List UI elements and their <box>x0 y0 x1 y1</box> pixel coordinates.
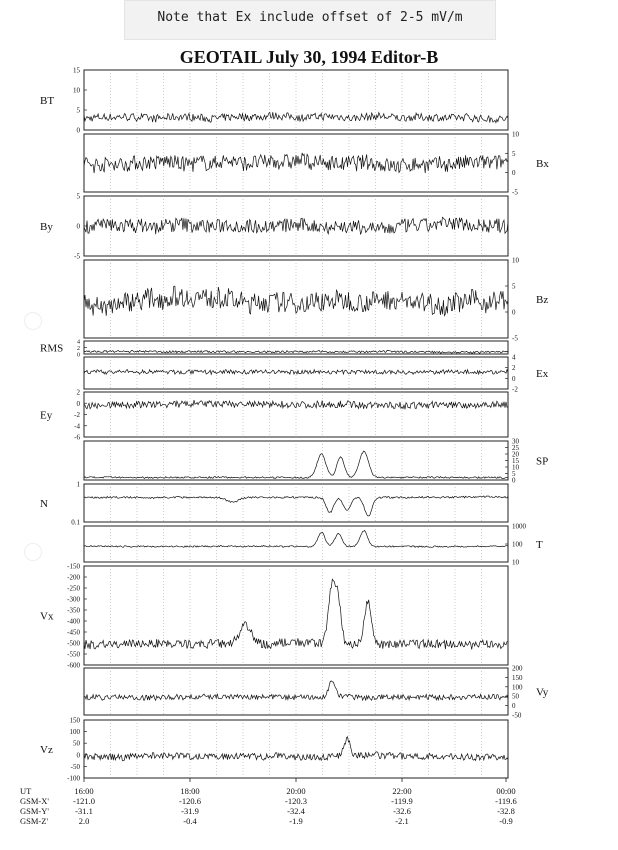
gsm-x-value: -120.3 <box>285 796 307 806</box>
tick-label: 0 <box>76 222 80 231</box>
gsm-x-value: -119.6 <box>495 796 517 806</box>
gsm-x-value: -121.0 <box>73 796 95 806</box>
tick-label: 5 <box>76 106 80 115</box>
gsm-z-value: -0.4 <box>183 816 197 826</box>
tick-label: 0 <box>512 169 516 178</box>
tick-label: -300 <box>67 595 80 604</box>
axis-row-label: GSM-Y' <box>20 806 49 816</box>
tick-label: 30 <box>512 437 519 446</box>
tick-label: 0 <box>76 126 80 135</box>
tick-label: 15 <box>512 457 519 465</box>
tick-label: -500 <box>67 639 80 648</box>
tick-label: 0 <box>76 399 80 408</box>
tick-label: 2 <box>77 346 80 352</box>
panel-label-sp: SP <box>536 455 549 468</box>
gsm-z-value: 2.0 <box>78 816 90 826</box>
tick-label: -250 <box>67 584 80 593</box>
panel-label-vx: Vx <box>40 610 54 623</box>
tick-label: 20 <box>512 450 519 459</box>
panel-label-vz: Vz <box>40 744 53 756</box>
tick-label: 50 <box>512 692 519 701</box>
tick-label: 5 <box>512 282 516 291</box>
tick-label: -150 <box>67 562 80 571</box>
tick-label: 200 <box>512 664 523 673</box>
tick-label: -200 <box>67 573 80 582</box>
tick-label: -450 <box>67 628 80 637</box>
panel-label-rms: RMS <box>40 342 64 355</box>
tick-label: -5 <box>74 252 80 261</box>
tick-label: 100 <box>512 683 523 692</box>
tick-label: -5 <box>512 334 518 343</box>
tick-label: 1000 <box>512 522 526 531</box>
gsm-x-value: -119.9 <box>391 796 413 806</box>
tick-label: -100 <box>67 774 80 783</box>
tick-label: 0 <box>512 476 516 485</box>
panel-label-vy: Vy <box>536 686 549 699</box>
panel-label-n: N <box>40 498 48 510</box>
tick-label: 2 <box>76 388 80 397</box>
chart-title: GEOTAIL July 30, 1994 Editor-B <box>179 47 439 67</box>
tick-label: -2 <box>512 385 518 394</box>
punch-hole-icon <box>24 312 42 330</box>
tick-label: -50 <box>70 762 80 771</box>
punch-hole-icon <box>24 543 42 561</box>
tick-label: 0 <box>512 702 516 711</box>
tick-label: 4 <box>512 353 516 362</box>
tick-label: 0 <box>512 374 516 383</box>
tick-label: 0 <box>77 352 80 359</box>
trace-rms <box>84 351 508 354</box>
panel-label-bz: Bz <box>536 294 549 306</box>
ut-tick-label: 00:00 <box>496 786 516 796</box>
panel-label-by: By <box>40 221 53 233</box>
tick-label: 150 <box>69 716 80 725</box>
tick-label: 2 <box>512 364 516 373</box>
tick-label: 25 <box>512 444 519 452</box>
panel-frame-vz <box>84 720 508 778</box>
tick-label: -6 <box>74 433 80 442</box>
ut-tick-label: 20:00 <box>286 786 306 796</box>
tick-label: 5 <box>512 149 516 158</box>
tick-label: 100 <box>69 728 80 737</box>
tick-label: 5 <box>76 192 80 201</box>
axis-row-label: UT <box>20 786 32 796</box>
tick-label: 5 <box>512 470 516 478</box>
gsm-z-value: -1.9 <box>289 816 303 826</box>
panel-label-ey: Ey <box>40 409 53 422</box>
gsm-y-value: -31.1 <box>75 806 93 816</box>
tick-label: 10 <box>512 558 519 567</box>
tick-label: -50 <box>512 711 522 720</box>
tick-label: 150 <box>512 673 523 682</box>
panel-label-ex: Ex <box>536 368 549 380</box>
tick-label: 0 <box>76 751 80 760</box>
gsm-y-value: -32.4 <box>287 806 305 816</box>
trace-ex <box>84 370 508 375</box>
tick-label: 10 <box>512 256 519 265</box>
gsm-y-value: -32.8 <box>497 806 515 816</box>
offset-note: Note that Ex include offset of 2-5 mV/m <box>124 0 496 40</box>
gsm-z-value: -2.1 <box>395 816 409 826</box>
tick-label: 50 <box>73 739 80 748</box>
panel-label-bx: Bx <box>536 158 549 170</box>
tick-label: -400 <box>67 617 80 626</box>
gsm-y-value: -32.6 <box>393 806 411 816</box>
tick-label: 100 <box>512 540 523 549</box>
axis-row-label: GSM-Z' <box>20 816 48 826</box>
tick-label: -5 <box>512 188 518 197</box>
ut-tick-label: 18:00 <box>180 786 200 796</box>
gsm-x-value: -120.6 <box>179 796 201 806</box>
panel-label-t: T <box>536 539 543 551</box>
tick-label: 10 <box>512 463 519 472</box>
panel-label-bt: BT <box>40 95 55 107</box>
tick-label: 0.1 <box>71 518 80 527</box>
tick-label: 10 <box>73 86 80 95</box>
gsm-z-value: -0.9 <box>499 816 513 826</box>
tick-label: 1 <box>76 480 80 489</box>
tick-label: -2 <box>74 411 80 419</box>
ut-tick-label: 22:00 <box>392 786 412 796</box>
tick-label: 4 <box>77 339 80 346</box>
tick-label: 15 <box>73 66 80 75</box>
tick-label: -550 <box>67 650 80 659</box>
ut-tick-label: 16:00 <box>74 786 94 796</box>
tick-label: 0 <box>512 308 516 317</box>
trace-by <box>84 217 508 234</box>
tick-label: 10 <box>512 130 519 139</box>
trace-vz <box>84 737 508 761</box>
tick-label: -350 <box>67 606 80 615</box>
tick-label: -4 <box>74 422 80 431</box>
gsm-y-value: -31.9 <box>181 806 199 816</box>
axis-row-label: GSM-X' <box>20 796 49 806</box>
tick-label: -600 <box>67 661 80 670</box>
